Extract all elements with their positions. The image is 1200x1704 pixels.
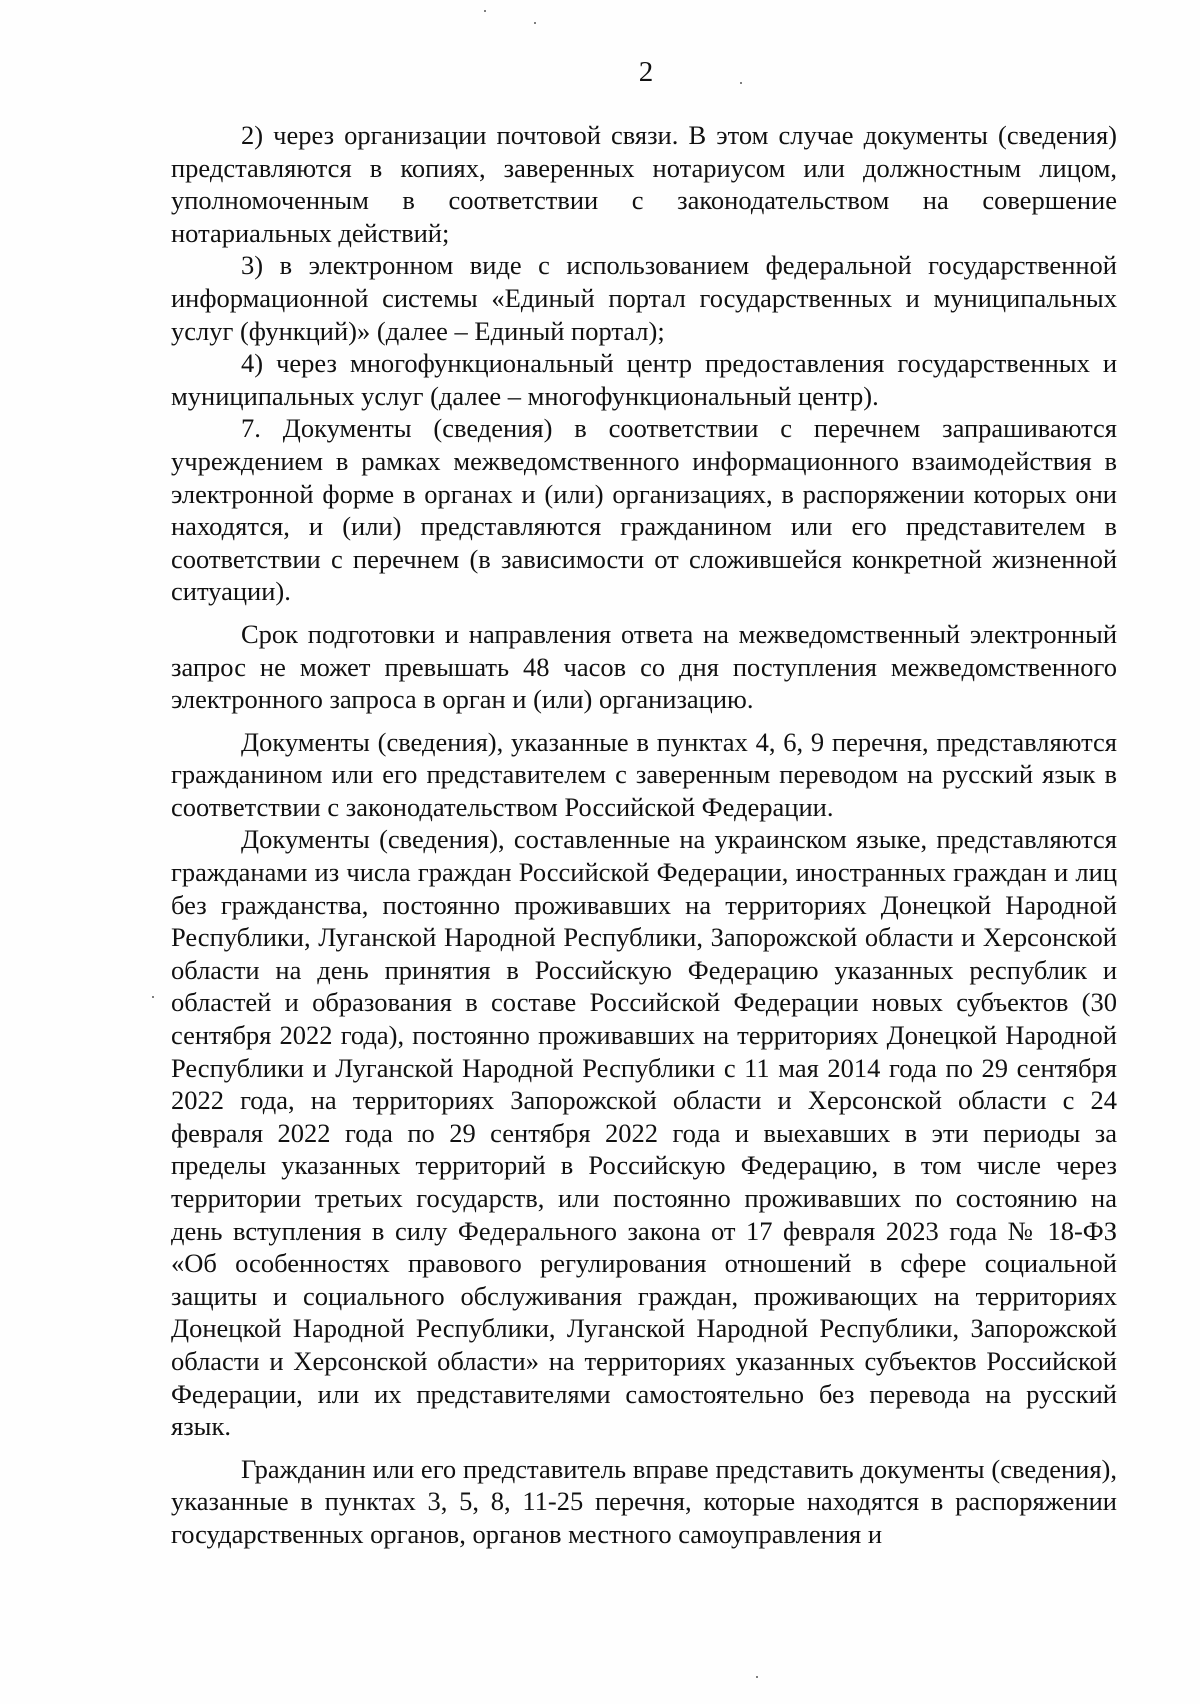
- scan-speck: [756, 1676, 758, 1678]
- scan-speck: [484, 10, 486, 12]
- paragraph-ukrainian-documents: Документы (сведения), составленные на украинском языке, представляются гражданами из числа граждан Российской Федерации, иностранных граждан и лиц без гражданства, постоянно проживавших на территориях Донецкой Народной Республики, Луганской Народной Республики, Запорожской области и Херсонской области на день принятия в Российскую Федерацию указанных республик и областей и образования в составе Российской Федерации новых субъектов (30 сентября 2022 года), постоянно проживавших на территориях Донецкой Народной Республики и Луганской Народной Республики с 11 мая 2014 года по 29 сентября 2022 года, на территориях Запорожской области и Херсонской области с 24 февраля 2022 года по 29 сентября 2022 года и выехавших в эти периоды за пределы указанных территорий в Российскую Федерацию, в том числе через территории третьих государств, или постоянно проживавших по состоянию на день вступления в силу Федерального закона от 17 февраля 2023 года № 18-ФЗ «Об особенностях правового регулирования отношений в сфере социальной защиты и социального обслуживания граждан, проживающих на территориях Донецкой Народной Республики, Луганской Народной Республики, Запорожской области и Херсонской области» на территориях указанных субъектов Российской Федерации, или их представителями самостоятельно без перевода на русский язык.: [171, 824, 1117, 1442]
- paragraph-item-7: 7. Документы (сведения) в соответствии с перечнем запрашиваются учреждением в рамках межведомственного информационного взаимодействия в электронной форме в органах и (или) организациях, в распоряжении которых они находятся, и (или) представляются гражданином или его представителем в соответствии с перечнем (в зависимости от сложившейся конкретной жизненной ситуации).: [171, 413, 1117, 607]
- scan-speck: [740, 82, 742, 84]
- paragraph-electronic: 3) в электронном виде с использованием федеральной государственной информационной системы «Единый портал государственных и муниципальных услуг (функций)» (далее – Единый портал);: [171, 250, 1117, 346]
- paragraph-translation: Документы (сведения), указанные в пунктах 4, 6, 9 перечня, представляются гражданином или его представителем с заверенным переводом на русский язык в соответствии с законодательством Российской Федерации.: [171, 726, 1117, 822]
- scan-speck: [152, 996, 154, 998]
- scan-speck: [534, 22, 536, 24]
- paragraph-postal: 2) через организации почтовой связи. В этом случае документы (сведения) представляются в копиях, заверенных нотариусом или должностным лицом, уполномоченным в соответствии с законодательством на совершение нотариальных действий;: [171, 120, 1117, 248]
- page-number: 2: [638, 56, 654, 88]
- paragraph-deadline: Срок подготовки и направления ответа на межведомственный электронный запрос не может превышать 48 часов со дня поступления межведомственного электронного запроса в орган и (или) организацию.: [171, 618, 1117, 715]
- paragraph-mfc: 4) через многофункциональный центр предоставления государственных и муниципальных услуг (далее – многофункциональный центр).: [171, 348, 1117, 411]
- paragraph-citizen-right: Гражданин или его представитель вправе представить документы (сведения), указанные в пунктах 3, 5, 8, 11-25 перечня, которые находятся в распоряжении государственных органов, органов местного самоуправления и: [171, 1453, 1117, 1549]
- document-body: [171, 119, 1117, 1551]
